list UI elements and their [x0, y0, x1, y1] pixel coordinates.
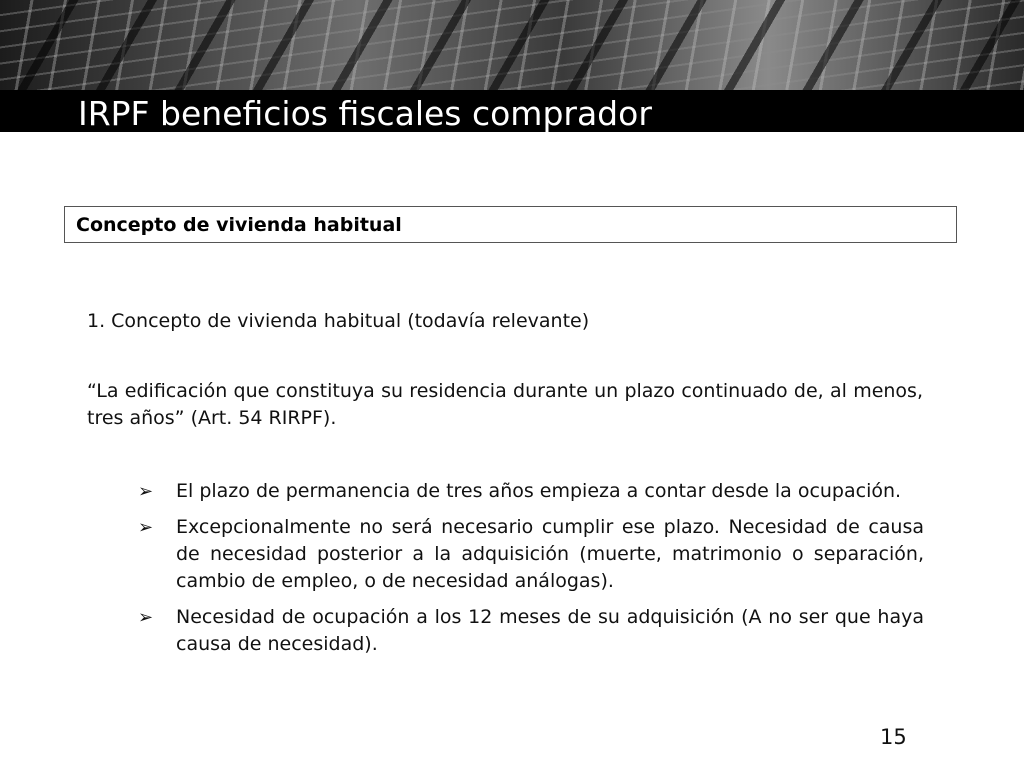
arrow-bullet-icon: ➢	[138, 481, 154, 502]
bullet-item	[138, 604, 924, 658]
point-title: 1. Concepto de vivienda habitual (todavía relevante)	[87, 310, 590, 332]
arrow-bullet-icon: ➢	[138, 517, 154, 538]
bullet-item	[138, 478, 924, 505]
bullet-text: Excepcionalmente no será necesario cumplir ese plazo. Necesidad de causa de necesidad posterior a la adquisición (muerte, matrimonio o separación, cambio de empleo, o de necesidad análogas).	[176, 516, 924, 592]
slide-title: IRPF beneficios fiscales comprador	[78, 94, 652, 133]
section-label: Concepto de vivienda habitual	[76, 214, 402, 236]
bullet-list	[138, 478, 924, 667]
bullet-text: El plazo de permanencia de tres años empieza a contar desde la ocupación.	[176, 480, 902, 502]
page-number: 15	[880, 725, 907, 749]
section-label-box	[64, 206, 957, 243]
header-banner-overlay	[0, 0, 1024, 90]
bullet-item	[138, 514, 924, 595]
bullet-text: Necesidad de ocupación a los 12 meses de su adquisición (A no ser que haya causa de necesidad).	[176, 606, 924, 655]
quote-text: “La edificación que constituya su residencia durante un plazo continuado de, al menos, tres años” (Art. 54 RIRPF).	[87, 380, 923, 429]
arrow-bullet-icon: ➢	[138, 607, 154, 628]
